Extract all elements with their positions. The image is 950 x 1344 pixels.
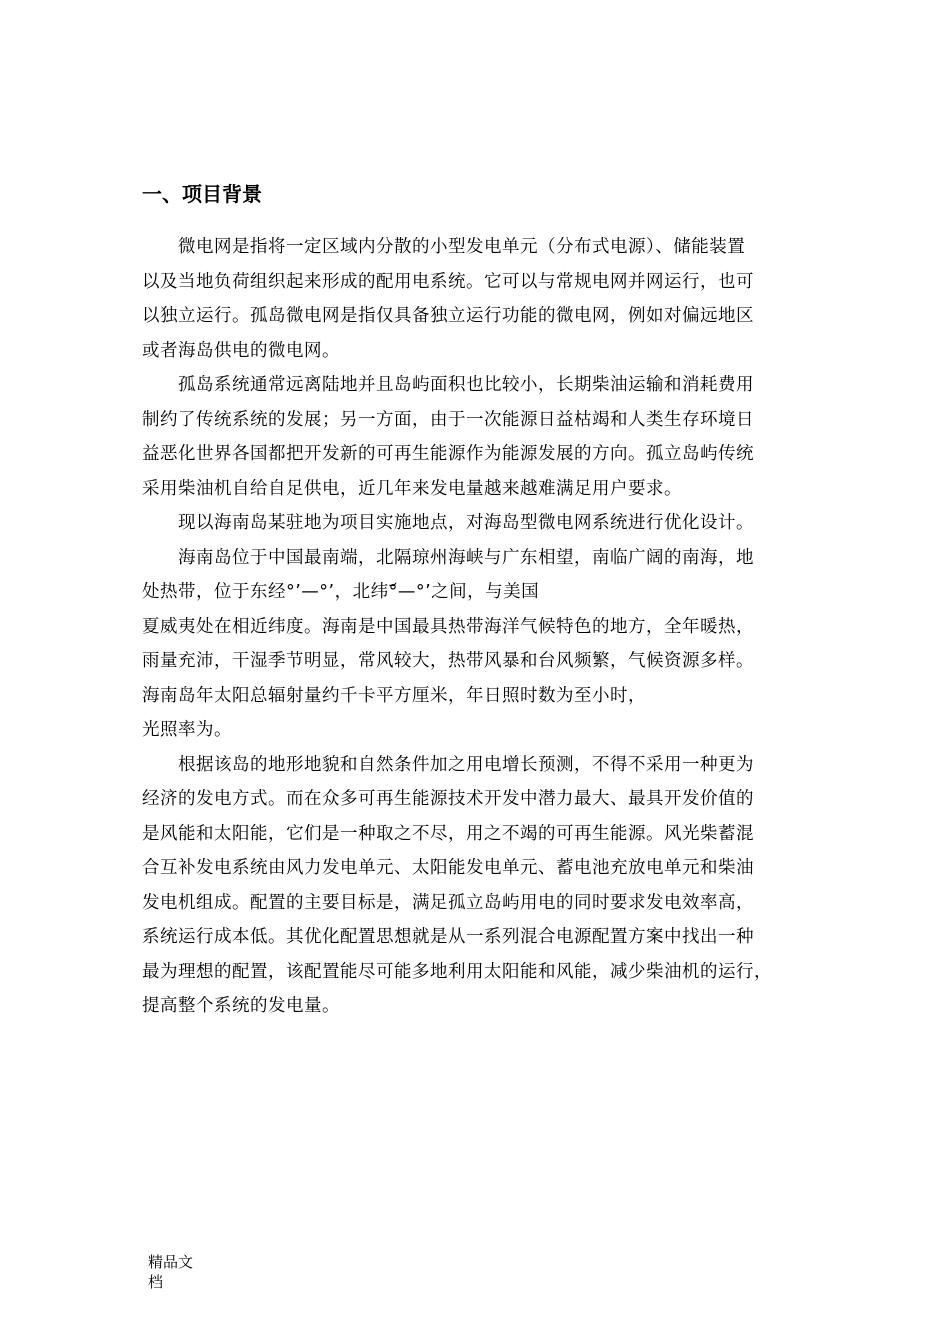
text-line: 海南岛位于中国最南端，北隔琼州海峡与广东相望，南临广阔的南海，地: [178, 547, 754, 568]
text-line: 是风能和太阳能，它们是一种取之不尽，用之不竭的可再生能源。风光柴蓄混: [142, 823, 754, 844]
text-line: 以独立运行。孤岛微电网是指仅具备独立运行功能的微电网，例如对偏远地区: [142, 306, 754, 326]
text-line: 以及当地负荷组织起来形成的配用电系统。它可以与常规电网并网运行，也可: [142, 271, 754, 292]
text-line: 现以海南岛某驻地为项目实施地点，对海岛型微电网系统进行优化设计。: [178, 513, 754, 533]
text-line: 或者海岛供电的微电网。: [142, 340, 340, 361]
text-line: 孤岛系统通常远离陆地并且岛屿面积也比较小，长期柴油运输和消耗费用: [178, 375, 754, 395]
text-line: 海南岛年太阳总辐射量约千卡平方厘米，年日照时数为至小时，: [142, 685, 646, 706]
text-line: 采用柴油机自给自足供电，近几年来发电量越来越难满足用户要求。: [142, 478, 682, 499]
footer-line-1: 精品文: [148, 1253, 194, 1271]
text-line: 益恶化世界各国都把开发新的可再生能源作为能源发展的方向。孤立岛屿传统: [142, 444, 754, 464]
section-heading: 一、项目背景: [142, 182, 262, 206]
footer-watermark: [148, 1252, 193, 1292]
footer-line-2: 档: [148, 1273, 164, 1291]
text-line: 微电网是指将一定区域内分散的小型发电单元（分布式电源）、储能装置: [178, 237, 746, 257]
text-line: 系统运行成本低。其优化配置思想就是从一系列混合电源配置方案中找出一种: [142, 927, 754, 947]
text-line: 根据该岛的地形地貌和自然条件加之用电增长预测，不得不采用一种更为: [178, 754, 754, 775]
text-line: 发电机组成。配置的主要目标是，满足孤立岛屿用电的同时要求发电效率高，: [142, 892, 754, 913]
body-text: [142, 230, 822, 1024]
text-line: 合互补发电系统由风力发电单元、太阳能发电单元、蓄电池充放电单元和柴油: [142, 858, 754, 878]
text-line: 雨量充沛，干湿季节明显，常风较大，热带风暴和台风频繁，气候资源多样。: [142, 651, 754, 671]
text-line: 处热带，位于东经°’—°’，北纬°᷄—°’之间，与美国: [142, 582, 540, 602]
text-line: 制约了传统系统的发展；另一方面，由于一次能源日益枯竭和人类生存环境日: [142, 409, 754, 430]
text-line: 光照率为。: [142, 720, 232, 740]
text-line: 提高整个系统的发电量。: [142, 996, 340, 1016]
text-line: 经济的发电方式。而在众多可再生能源技术开发中潜力最大、最具开发价值的: [142, 789, 754, 809]
text-line: 夏威夷处在相近纬度。海南是中国最具热带海洋气候特色的地方，全年暖热，: [142, 616, 754, 637]
text-line: 最为理想的配置，该配置能尽可能多地利用太阳能和风能，减少柴油机的运行，: [142, 961, 772, 982]
